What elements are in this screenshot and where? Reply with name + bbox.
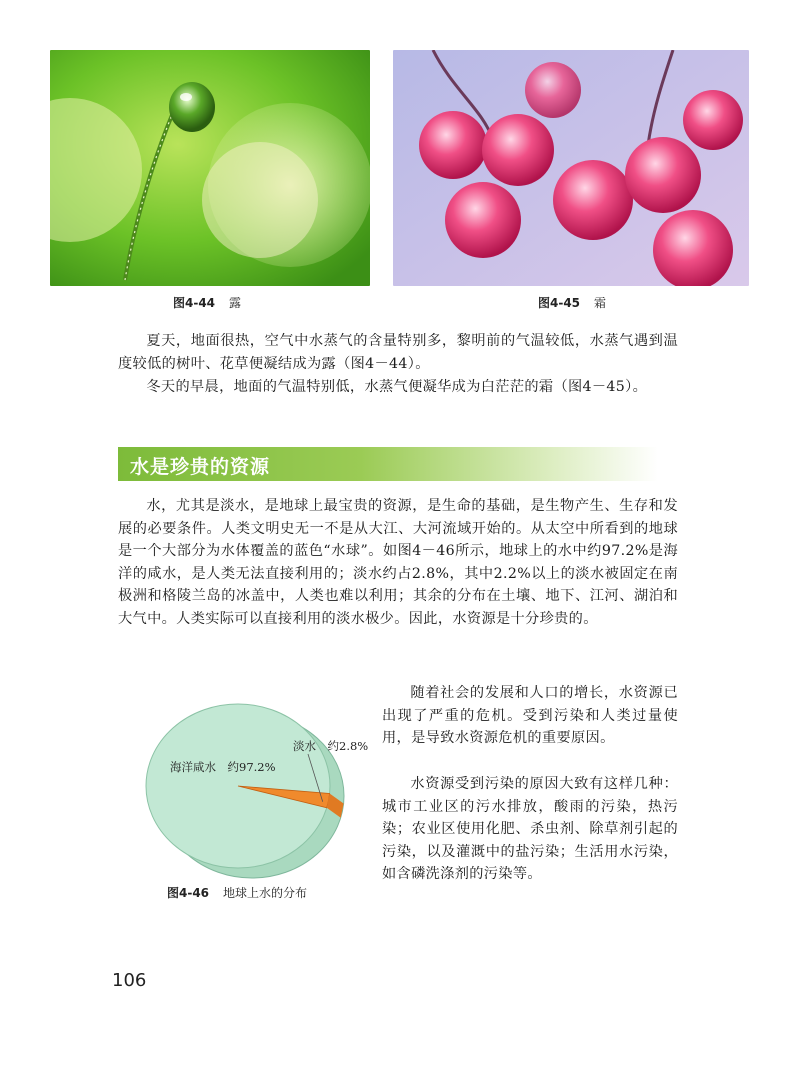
- figure-4-44-caption: [173, 294, 241, 311]
- paragraph-pollution-causes: 水资源受到污染的原因大致有这样几种：城市工业区的污水排放，酸雨的污染，热污染；农业区使用化肥、杀虫剂、除草剂引起的污染，以及灌溉中的盐污染；生活用水污染，如含磷洗涤剂的污染等。: [382, 776, 678, 883]
- figure-label: 图4-45: [538, 296, 581, 310]
- figure-title: 地球上水的分布: [223, 886, 308, 900]
- figure-label: 图4-46: [167, 886, 210, 900]
- paragraph-frost: 冬天的早晨，地面的气温特别低，水蒸气便凝华成为白茫茫的霜（图4－45）。: [146, 379, 648, 395]
- paragraph-dew: 夏天，地面很热，空气中水蒸气的含量特别多，黎明前的气温较低，水蒸气遇到温度较低的树叶、花草便凝结成为露（图4－44）。: [118, 333, 678, 372]
- section-title: 水是珍贵的资源: [130, 456, 271, 478]
- figure-label: 图4-44: [173, 296, 216, 310]
- figure-4-45-caption: [538, 294, 606, 311]
- paragraph-water-crisis: 随着社会的发展和人口的增长，水资源已出现了严重的危机。受到污染和人类过量使用，是导致水资源危机的重要原因。: [382, 685, 678, 747]
- figure-4-46-caption: [167, 884, 307, 901]
- frost-photo: [393, 50, 749, 286]
- dew-photo: [50, 50, 370, 286]
- water-distribution-pie-chart: [140, 700, 380, 885]
- pie-label-seawater: 海洋咸水 约97.2%: [170, 760, 276, 774]
- page-number: 106: [112, 970, 147, 991]
- figure-title: 霜: [594, 296, 607, 310]
- figure-title: 露: [229, 296, 242, 310]
- pie-svg: [140, 700, 380, 885]
- pie-label-freshwater: 淡水 约2.8%: [293, 739, 369, 753]
- paragraph-water-resources: 水，尤其是淡水，是地球上最宝贵的资源，是生命的基础，是生物产生、生存和发展的必要条件。人类文明史无一不是从大江、大河流域开始的。从太空中所看到的地球是一个大部分为水体覆盖的蓝色“水球”。如图4－46所示，地球上的水中约97.2%是海洋的咸水，是人类无法直接利用的；淡水约占2.8%，其中2.2%以上的淡水被固定在南极洲和格陵兰岛的冰盖中，人类也难以利用；其余的分布在土壤、地下、江河、湖泊和大气中。人类实际可以直接利用的淡水极少。因此，水资源是十分珍贵的。: [118, 498, 678, 627]
